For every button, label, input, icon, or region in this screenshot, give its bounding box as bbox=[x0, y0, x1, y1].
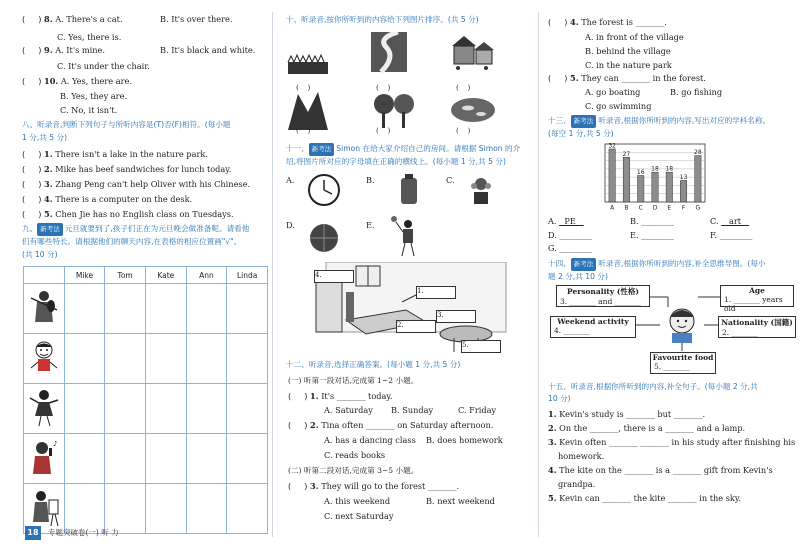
table-cell[interactable] bbox=[64, 284, 105, 334]
q9-option-c: C. It's under the chair. bbox=[57, 61, 150, 71]
right-column bbox=[540, 0, 798, 550]
s15-item-4-cont: grandpa. bbox=[558, 479, 596, 489]
table-cell[interactable] bbox=[105, 284, 146, 334]
table-cell[interactable] bbox=[145, 434, 186, 484]
answer-slot-1[interactable]: ( ) bbox=[296, 84, 311, 92]
section-14-title: 十四、 新考法 听录音,根据你所听到的内容,补全思维导图。(每小 bbox=[548, 257, 766, 271]
subject-d[interactable]: D. ________ bbox=[548, 230, 593, 240]
r-q5-c: C. go swimming bbox=[585, 101, 652, 111]
r-q5-a: A. go boating bbox=[585, 87, 641, 97]
room-label-4[interactable]: 4. bbox=[314, 270, 354, 283]
table-cell[interactable] bbox=[227, 284, 268, 334]
page-number: 18 bbox=[25, 526, 41, 540]
m-q2-c: C. reads books bbox=[324, 450, 386, 460]
column-separator-left bbox=[272, 12, 273, 537]
table-cell[interactable] bbox=[227, 384, 268, 434]
s8-item-3: ( ) 3. Zhang Peng can't help Oliver with his Chinese. bbox=[22, 179, 251, 189]
flower-pot-icon bbox=[471, 178, 491, 204]
mind-favourite-food: Favourite food 5. _______ bbox=[650, 352, 716, 374]
basketball-player-icon bbox=[391, 216, 414, 256]
footer-title: 专题突破卷(一) 听 力 bbox=[48, 528, 119, 537]
chart-value-label: 16 bbox=[636, 168, 645, 176]
section-11-title: 十一、 新考法 Simon 在给大家介绍自己的房间。请根据 Simon 的介 bbox=[286, 142, 520, 156]
chart-category-label: E bbox=[667, 204, 672, 212]
cheerful-boy-icon bbox=[27, 338, 61, 378]
middle-column bbox=[276, 0, 536, 550]
section-13-text-2: (每空 1 分,共 5 分) bbox=[548, 129, 614, 138]
q10-option-c: C. No, it isn't. bbox=[60, 105, 118, 115]
dancing-girl-icon bbox=[27, 388, 61, 428]
lake-icon bbox=[451, 98, 495, 122]
table-row bbox=[24, 334, 268, 384]
section-15-title: 十五、听录音,根据你所听到的内容,补全句子。(每小题 2 分,共 bbox=[548, 382, 758, 391]
boy-picture bbox=[24, 334, 65, 384]
s8-item-5: ( ) 5. Chen Jie has no English class on Tuesdays. bbox=[22, 209, 234, 219]
chart-value-label: 18 bbox=[651, 165, 659, 173]
table-cell[interactable] bbox=[105, 434, 146, 484]
r-q5-b: B. go fishing bbox=[670, 87, 723, 97]
letter-a: A. bbox=[286, 175, 295, 185]
mind-nationality: Nationality (国籍) 2. _______ bbox=[718, 316, 796, 338]
basketball-icon bbox=[310, 224, 338, 252]
question-9: ( ) 9. A. It's mine. bbox=[22, 45, 105, 55]
svg-text:♪: ♪ bbox=[52, 439, 58, 448]
chart-category-label: F bbox=[681, 204, 686, 212]
chart-category-label: A bbox=[610, 204, 615, 212]
q9-option-b: B. It's black and white. bbox=[160, 45, 256, 55]
m-question-1: ( ) 1. It's _______ today. bbox=[288, 391, 393, 401]
table-row bbox=[24, 284, 268, 334]
sequence-pictures bbox=[286, 32, 531, 132]
table-header-linda: Linda bbox=[227, 267, 268, 284]
violin-player-icon bbox=[27, 288, 61, 328]
chart-value-label: 28 bbox=[694, 149, 702, 157]
subject-f[interactable]: F. ________ bbox=[710, 230, 753, 240]
r-question-4: ( ) 4. The forest is _______. bbox=[548, 17, 667, 27]
chart-value-label: 13 bbox=[679, 173, 688, 181]
room-label-1[interactable]: 1. bbox=[416, 286, 456, 299]
answer-slot-6[interactable]: ( ) bbox=[456, 127, 471, 135]
table-row bbox=[24, 384, 268, 434]
s15-item-1: 1. Kevin's study is _______ but _______. bbox=[548, 409, 706, 419]
m-question-3: ( ) 3. They will go to the forest _______. bbox=[288, 481, 460, 491]
r-q4-a: A. in front of the village bbox=[585, 32, 684, 42]
chart-bar-D bbox=[652, 172, 658, 202]
room-label-5[interactable]: 5. bbox=[461, 340, 501, 353]
m-q2-a: A. has a dancing class bbox=[324, 435, 416, 445]
chart-bar-C bbox=[638, 175, 644, 202]
subject-g[interactable]: G. ________ bbox=[548, 243, 593, 253]
table-cell[interactable] bbox=[145, 284, 186, 334]
m-q1-a: A. Saturday bbox=[324, 405, 373, 415]
q8-option-c: C. Yes, there is. bbox=[57, 32, 122, 42]
chart-bar-E bbox=[666, 172, 672, 202]
r-q4-c: C. in the nature park bbox=[585, 60, 672, 70]
letter-b: B. bbox=[366, 175, 375, 185]
chart-bar-A bbox=[609, 149, 615, 202]
table-cell[interactable] bbox=[64, 434, 105, 484]
letter-c: C. bbox=[446, 175, 455, 185]
table-header-mike: Mike bbox=[64, 267, 105, 284]
chart-bar-F bbox=[680, 180, 686, 202]
trees-icon bbox=[374, 94, 414, 128]
section-11-text-2: 绍,将图片所对应的字母填在正确的横线上。(每小题 1 分,共 5 分) bbox=[286, 157, 506, 166]
chart-category-label: C bbox=[638, 204, 643, 212]
table-cell[interactable] bbox=[227, 334, 268, 384]
page-footer bbox=[0, 522, 268, 546]
section-9-text-2: 们有哪些特长。请根据他们的聊天内容,在表格的相应位置画"√"。 bbox=[22, 237, 242, 246]
new-format-badge: 新考法 bbox=[37, 223, 63, 236]
section-12-title: 十二、听录音,选择正确答案。(每小题 1 分,共 5 分) bbox=[286, 360, 461, 369]
q8-option-b: B. It's over there. bbox=[160, 14, 233, 24]
chart-value-label: 32 bbox=[608, 142, 616, 150]
village-icon bbox=[452, 36, 494, 70]
answer-slot-5[interactable]: ( ) bbox=[376, 127, 391, 135]
part-2-instruction: (二) 听第二段对话,完成第 3~5 小题。 bbox=[288, 466, 419, 475]
table-cell[interactable] bbox=[64, 334, 105, 384]
dancer-picture bbox=[24, 384, 65, 434]
singer-picture bbox=[24, 434, 65, 484]
section-9-title: 九、 新考法 元旦就要到了,孩子们正在为元旦晚会做准备呢。请看他 bbox=[22, 222, 249, 236]
table-cell[interactable] bbox=[105, 384, 146, 434]
answer-slot-3[interactable]: ( ) bbox=[456, 84, 471, 92]
clock-icon bbox=[309, 175, 339, 205]
s15-item-3: 3. Kevin often _______ _______ in his study after finishing his bbox=[548, 437, 796, 447]
s15-item-4: 4. The kite on the _______ is a _______ gift from Kevin's bbox=[548, 465, 773, 475]
letter-e: E. bbox=[366, 220, 375, 230]
violin-player-picture bbox=[24, 284, 65, 334]
flask-icon bbox=[401, 174, 417, 204]
answer-slot-4[interactable]: ( ) bbox=[296, 127, 311, 135]
singing-girl-icon bbox=[27, 438, 61, 478]
letter-d: D. bbox=[286, 220, 295, 230]
section-15-title-cont: 10 分) bbox=[548, 394, 571, 403]
room-label-3[interactable]: 3. bbox=[436, 310, 476, 323]
question-10: ( ) 10. A. Yes, there are. bbox=[22, 76, 132, 86]
boy-portrait-icon bbox=[670, 309, 694, 343]
talent-table bbox=[23, 266, 268, 534]
chart-value-label: 18 bbox=[665, 165, 674, 173]
table-cell[interactable] bbox=[186, 434, 227, 484]
room-object-pictures bbox=[306, 172, 506, 262]
chart-category-label: G bbox=[695, 204, 701, 212]
chart-bar-B bbox=[623, 157, 629, 202]
part-1-instruction: (一) 听第一段对话,完成第 1~2 小题。 bbox=[288, 376, 419, 385]
m-question-2: ( ) 2. Tina often _______ on Saturday afternoon. bbox=[288, 420, 494, 430]
m-q3-c: C. next Saturday bbox=[324, 511, 394, 521]
new-format-badge: 新考法 bbox=[571, 258, 597, 271]
table-cell[interactable] bbox=[186, 284, 227, 334]
table-cell[interactable] bbox=[186, 384, 227, 434]
subject-b[interactable]: B. ________ bbox=[630, 216, 674, 226]
table-cell[interactable] bbox=[64, 384, 105, 434]
m-q3-a: A. this weekend bbox=[324, 496, 391, 506]
subject-a: A. PE bbox=[548, 216, 576, 226]
section-8-title-cont: 1 分,共 5 分) bbox=[22, 133, 68, 142]
subject-c: C. art bbox=[710, 216, 742, 226]
river-icon bbox=[371, 32, 407, 72]
section-8-title: 八、听录音,判断下列句子与所听内容是(T)否(F)相符。(每小题 bbox=[22, 120, 231, 129]
m-q2-b: B. does homework bbox=[426, 435, 503, 445]
s8-item-4: ( ) 4. There is a computer on the desk. bbox=[22, 194, 193, 204]
section-13-title: 十三、 新考法 听录音,根据你所听到的内容,写出对应的学科名称。 bbox=[548, 114, 770, 128]
q10-option-b: B. Yes, they are. bbox=[60, 91, 128, 101]
table-cell[interactable] bbox=[186, 334, 227, 384]
section-10-title: 十、听录音,按你所听到的内容给下列图片排序。(共 5 分) bbox=[286, 15, 479, 24]
mind-personality: Personality (性格) 3. _______ and _______ bbox=[556, 285, 650, 307]
table-corner bbox=[24, 267, 65, 284]
m-q3-b: B. next weekend bbox=[426, 496, 495, 506]
r-q4-b: B. behind the village bbox=[585, 46, 671, 56]
section-14-text-2: 题 2 分,共 10 分) bbox=[548, 272, 608, 281]
s8-item-2: ( ) 2. Mike has beef sandwiches for lunch today. bbox=[22, 164, 232, 174]
mind-age: Age 1. _______ years old bbox=[720, 285, 794, 307]
chart-value-label: 27 bbox=[622, 150, 631, 158]
question-8: ( ) 8. A. There's a cat. bbox=[22, 14, 123, 24]
s15-item-5: 5. Kevin can _______ the kite _______ in the sky. bbox=[548, 493, 742, 503]
m-q1-b: B. Sunday bbox=[391, 405, 434, 415]
table-cell[interactable] bbox=[105, 334, 146, 384]
mountain-icon bbox=[288, 92, 328, 130]
subject-bar-chart bbox=[595, 140, 713, 212]
section-9-text-3: (共 10 分) bbox=[22, 250, 58, 259]
subject-e[interactable]: E. ________ bbox=[630, 230, 674, 240]
table-cell[interactable] bbox=[145, 384, 186, 434]
s15-item-2: 2. On the _______, there is a _______ and a lamp. bbox=[548, 423, 746, 433]
m-q1-c: C. Friday bbox=[458, 405, 497, 415]
answer-slot-2[interactable]: ( ) bbox=[376, 84, 391, 92]
r-question-5: ( ) 5. They can _______ in the forest. bbox=[548, 73, 706, 83]
mind-weekend-activity: Weekend activity 4. _______ bbox=[550, 316, 636, 338]
chart-bar-G bbox=[695, 156, 701, 202]
grass-icon bbox=[288, 55, 328, 74]
table-header-tom: Tom bbox=[105, 267, 146, 284]
chart-category-label: D bbox=[652, 204, 658, 212]
table-row bbox=[24, 434, 268, 484]
left-column bbox=[0, 0, 268, 550]
room-label-2[interactable]: 2. bbox=[396, 320, 436, 333]
new-format-badge: 新考法 bbox=[571, 115, 597, 128]
chart-category-label: B bbox=[624, 204, 629, 212]
table-cell[interactable] bbox=[145, 334, 186, 384]
table-header-ann: Ann bbox=[186, 267, 227, 284]
table-header-kate: Kate bbox=[145, 267, 186, 284]
s15-item-3-cont: homework. bbox=[558, 451, 605, 461]
s8-item-1: ( ) 1. There isn't a lake in the nature park. bbox=[22, 149, 208, 159]
new-format-badge: 新考法 bbox=[309, 143, 335, 156]
column-separator-right bbox=[538, 12, 539, 537]
table-cell[interactable] bbox=[227, 434, 268, 484]
